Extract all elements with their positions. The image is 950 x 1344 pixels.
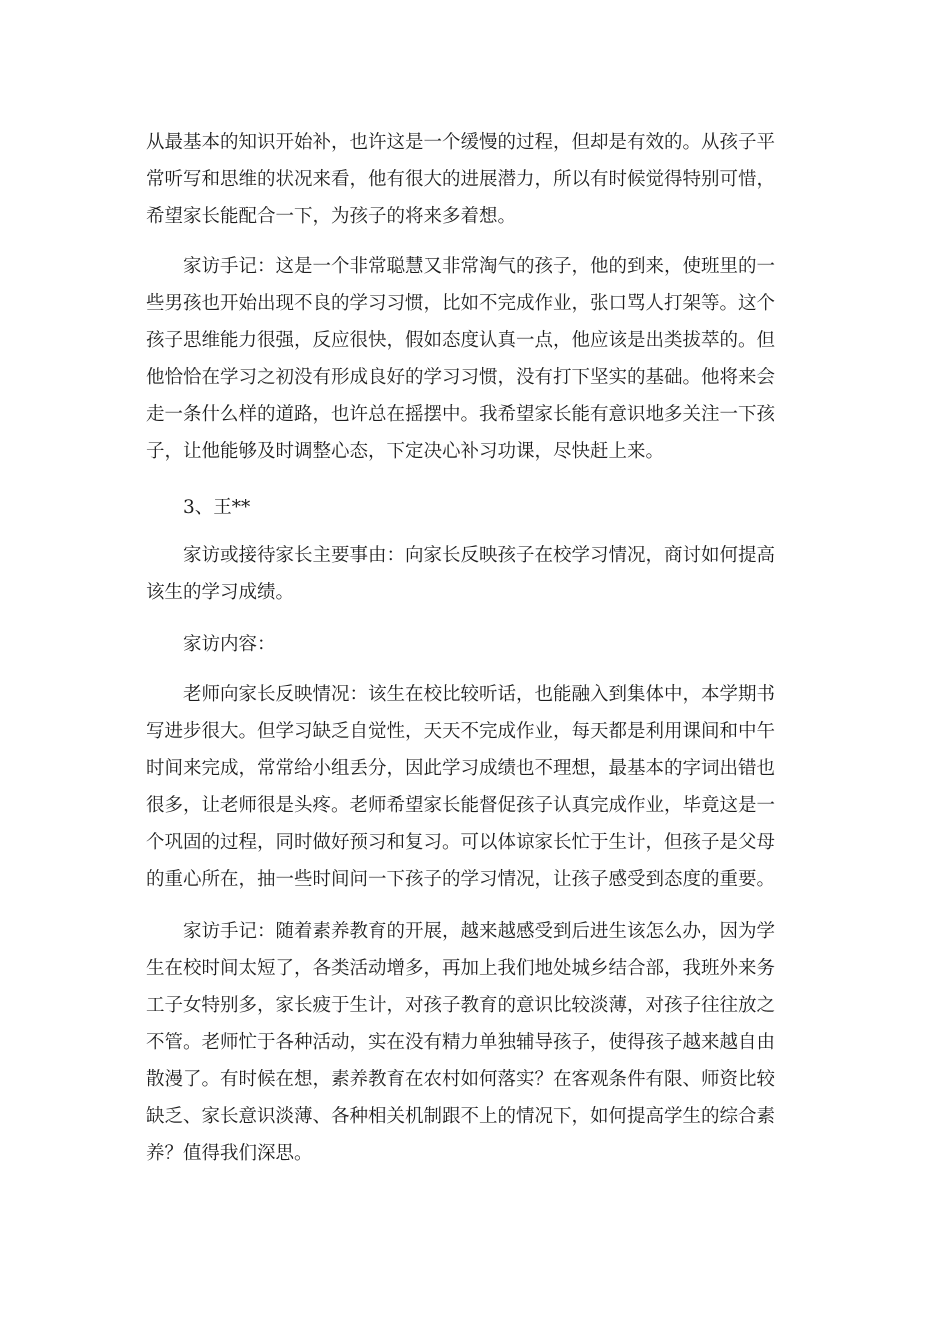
paragraph-home-visit-notes-2 — [146, 913, 798, 1172]
section-heading-student-3 — [146, 489, 798, 526]
paragraph-text: 家访手记：这是一个非常聪慧又非常淘气的孩子，他的到来，使班里的一 些男孩也开始出现不良的学习习惯，比如不完成作业，张口骂人打架等。这个 孩子思维能力很强，反应很快，假如态度认真一点，他应该是出类拔萃的。但 他恰恰在学习之初没有形成良好的学习习惯，没有打下坚实的基础。他将来会 走一条什么样的道路，也许总在摇摆中。我希望家长能有意识地多关注一下孩 子，让他能够及时调整心态，下定决心补习功课，尽快赶上来。 — [146, 256, 776, 462]
paragraph-home-visit-notes-1 — [146, 248, 798, 470]
paragraph-text: 老师向家长反映情况：该生在校比较听话，也能融入到集体中，本学期书 写进步很大。但学习缺乏自觉性，天天不完成作业，每天都是利用课间和中午 时间来完成，常常给小组丢分，因此学习成绩也不理想，最基本的字词出错也 很多，让老师很是头疼。老师希望家长能督促孩子认真完成作业，毕竟这是一 个巩固的过程，同时做好预习和复习。可以体谅家长忙于生计，但孩子是父母 的重心所在，抽一些时间问一下孩子的学习情况，让孩子感受到态度的重要。 — [146, 684, 776, 890]
paragraph-teacher-feedback — [146, 676, 798, 898]
label-text: 家访内容： — [183, 634, 276, 655]
paragraph-text: 家访或接待家长主要事由：向家长反映孩子在校学习情况，商讨如何提高 该生的学习成绩。 — [146, 545, 776, 603]
paragraph-visit-content-label — [146, 626, 798, 663]
paragraph-continuation — [146, 124, 798, 235]
heading-text: 3、王** — [183, 497, 251, 518]
paragraph-visit-reason — [146, 537, 798, 611]
paragraph-text: 从最基本的知识开始补，也许这是一个缓慢的过程，但却是有效的。从孩子平 常听写和思维的状况来看，他有很大的进展潜力，所以有时候觉得特别可惜， 希望家长能配合一下，为孩子的将来多着想。 — [146, 132, 776, 227]
paragraph-text: 家访手记：随着素养教育的开展，越来越感受到后进生该怎么办，因为学 生在校时间太短了，各类活动增多，再加上我们地处城乡结合部，我班外来务 工子女特别多，家长疲于生计，对孩子教育的意识比较淡薄，对孩子往往放之 不管。老师忙于各种活动，实在没有精力单独辅导孩子，使得孩子越来越自由 散漫了。有时候在想，素养教育在农村如何落实？在客观条件有限、师资比较 缺乏、家长意识淡薄、各种相关机制跟不上的情况下，如何提高学生的综合素 养？值得我们深思。 — [146, 921, 776, 1164]
